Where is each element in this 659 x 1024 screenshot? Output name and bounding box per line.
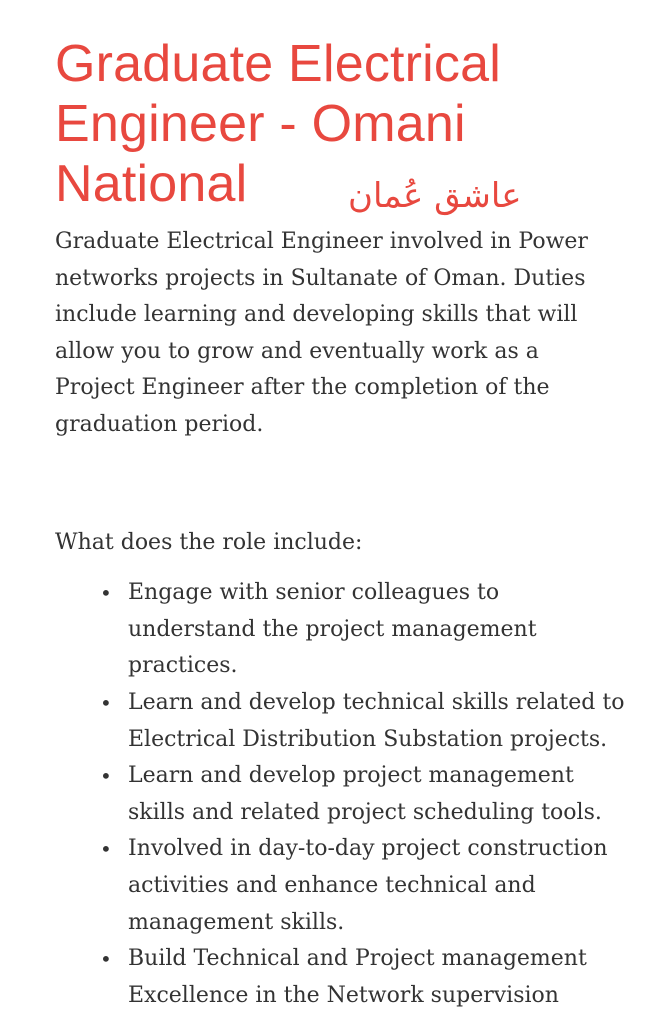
list-item — [100, 831, 633, 941]
job-description: Graduate Electrical Engineer involved in Power networks projects in Sultanate of Oman. Duties include learning and developing skills that will allow you to grow and eventually work as a Project Engineer after the completion of the graduation period. — [55, 229, 588, 437]
bullet-icon: • — [100, 690, 112, 715]
bullet-icon: • — [100, 581, 112, 606]
list-item — [100, 941, 633, 1014]
duties-list — [55, 575, 633, 1014]
bullet-icon: • — [100, 764, 112, 789]
bullet-icon: • — [100, 837, 112, 862]
list-item — [100, 758, 633, 831]
role-heading: What does the role include: — [55, 529, 363, 555]
list-item — [100, 685, 633, 758]
list-item-text: Build Technical and Project management Excellence in the Network supervision — [128, 946, 587, 1008]
page-title: Graduate Electrical Engineer - Omani National — [55, 35, 502, 213]
list-item — [100, 575, 633, 685]
list-item-text: Learn and develop project management skills and related project scheduling tools. — [128, 763, 602, 825]
list-item-text: Learn and develop technical skills related to Electrical Distribution Substation projects. — [128, 689, 625, 752]
watermark-text: عاشق عُمان — [348, 176, 522, 216]
list-item-text: Involved in day-to-day project construction activities and enhance technical and management skills. — [128, 836, 608, 935]
title-block — [55, 34, 619, 214]
bullet-icon: • — [100, 947, 112, 972]
list-item-text: Engage with senior colleagues to understand the project management practices. — [128, 580, 537, 679]
